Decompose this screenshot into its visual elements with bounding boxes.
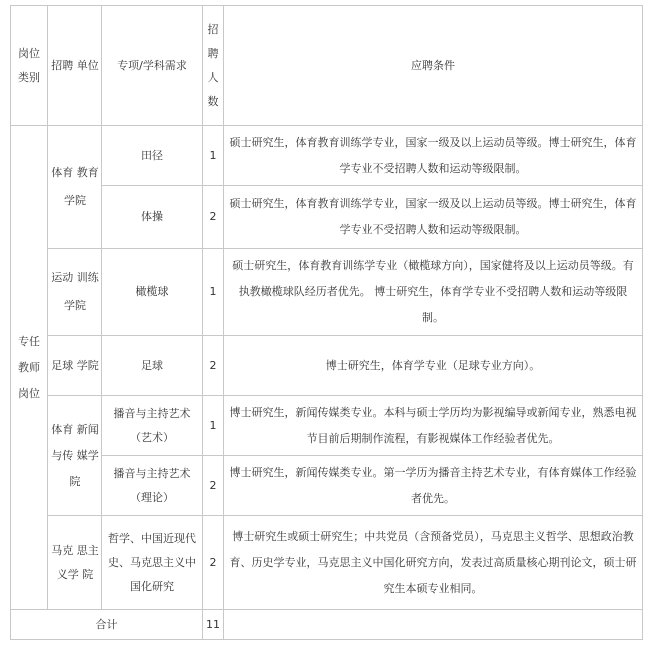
specialty-cell: 播音与主持艺术（艺术） xyxy=(102,396,203,456)
unit-cell: 足球 学院 xyxy=(48,336,102,396)
count-cell: 1 xyxy=(203,126,224,186)
specialty-cell: 哲学、中国近现代史、马克思主义中国化研究 xyxy=(102,516,203,610)
total-row xyxy=(11,610,643,640)
table-row xyxy=(11,516,643,610)
table-row xyxy=(11,396,643,456)
conditions-cell: 博士研究生或硕士研究生；中共党员（含预备党员），马克思主义哲学、思想政治教育、历史学专业，马克思主义中国化研究方向，发表过高质量核心期刊论文，硕士研究生本硕专业相同。 xyxy=(224,516,643,610)
specialty-cell: 播音与主持艺术（理论） xyxy=(102,456,203,516)
count-cell: 1 xyxy=(203,249,224,336)
recruitment-table xyxy=(10,5,643,640)
header-row xyxy=(11,6,643,126)
table-row xyxy=(11,126,643,186)
conditions-cell: 硕士研究生，体育教育训练学专业，国家一级及以上运动员等级。博士研究生，体育学专业不受招聘人数和运动等级限制。 xyxy=(224,186,643,249)
total-label: 合计 xyxy=(11,610,203,640)
unit-cell: 运动 训练 学院 xyxy=(48,249,102,336)
header-specialty: 专项/学科需求 xyxy=(102,6,203,126)
count-cell: 2 xyxy=(203,186,224,249)
table-row xyxy=(11,456,643,516)
count-cell: 2 xyxy=(203,336,224,396)
specialty-cell: 橄榄球 xyxy=(102,249,203,336)
specialty-cell: 足球 xyxy=(102,336,203,396)
table-row xyxy=(11,336,643,396)
unit-cell: 马克 思主 义学 院 xyxy=(48,516,102,610)
conditions-cell: 博士研究生，新闻传媒类专业。第一学历为播音主持艺术专业，有体育媒体工作经验者优先。 xyxy=(224,456,643,516)
category-cell: 专任教师岗位 xyxy=(11,126,48,610)
header-conditions: 应聘条件 xyxy=(224,6,643,126)
unit-cell: 体育 新闻 与传 媒学 院 xyxy=(48,396,102,516)
header-count: 招聘人数 xyxy=(203,6,224,126)
count-cell: 2 xyxy=(203,456,224,516)
unit-cell: 体育 教育 学院 xyxy=(48,126,102,249)
count-cell: 1 xyxy=(203,396,224,456)
total-count: 11 xyxy=(203,610,224,640)
header-category: 岗位类别 xyxy=(11,6,48,126)
header-unit: 招聘 单位 xyxy=(48,6,102,126)
specialty-cell: 体操 xyxy=(102,186,203,249)
conditions-cell: 硕士研究生，体育教育训练学专业（橄榄球方向），国家健将及以上运动员等级。有执教橄榄球队经历者优先。 博士研究生，体育学专业不受招聘人数和运动等级限制。 xyxy=(224,249,643,336)
conditions-cell: 博士研究生，新闻传媒类专业。本科与硕士学历均为影视编导或新闻专业，熟悉电视节目前后期制作流程，有影视媒体工作经验者优先。 xyxy=(224,396,643,456)
count-cell: 2 xyxy=(203,516,224,610)
conditions-cell: 硕士研究生，体育教育训练学专业，国家一级及以上运动员等级。博士研究生，体育学专业不受招聘人数和运动等级限制。 xyxy=(224,126,643,186)
specialty-cell: 田径 xyxy=(102,126,203,186)
conditions-cell: 博士研究生，体育学专业（足球专业方向）。 xyxy=(224,336,643,396)
total-empty xyxy=(224,610,643,640)
table-row xyxy=(11,186,643,249)
table-row xyxy=(11,249,643,336)
